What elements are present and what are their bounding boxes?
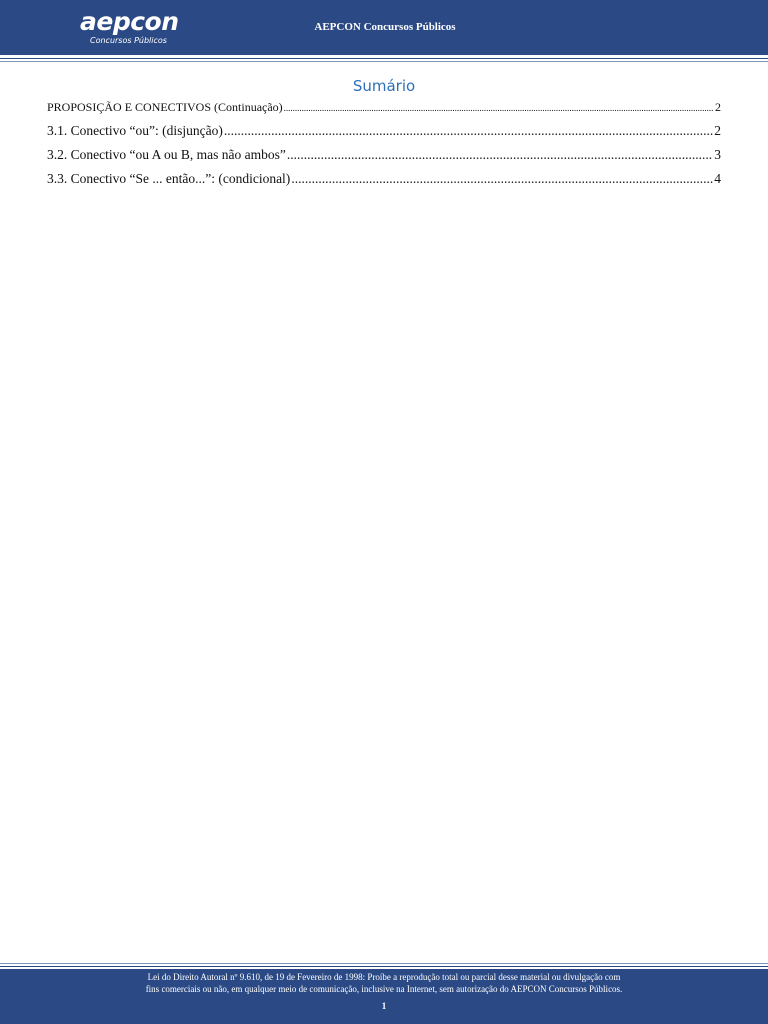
toc-entry-label: 3.1. Conectivo “ou”: (disjunção) xyxy=(47,123,223,138)
toc-dot-leader xyxy=(291,170,713,188)
copyright-line-1: Lei do Direito Autoral nº 9.610, de 19 de Fevereiro de 1998: Proíbe a reprodução total ou parcial desse material ou divulgação com xyxy=(147,972,621,982)
toc-entry[interactable] xyxy=(47,146,721,170)
toc-entry-label: 3.3. Conectivo “Se ... então...”: (condicional) xyxy=(47,171,291,186)
toc-entry-label: 3.2. Conectivo “ou A ou B, mas não ambos” xyxy=(47,147,286,162)
footer-rule xyxy=(0,966,768,967)
page-number: 1 xyxy=(381,1001,387,1011)
toc-entry-page: 3 xyxy=(714,147,721,162)
copyright-notice xyxy=(90,971,678,995)
toc-dot-leader xyxy=(224,122,713,140)
header-title: AEPCON Concursos Públicos xyxy=(314,21,456,33)
toc-dot-leader xyxy=(284,99,714,117)
copyright-line-2: fins comerciais ou não, em qualquer meio de comunicação, inclusive na Internet, sem autorização do AEPCON Concursos Públicos. xyxy=(145,984,623,994)
table-of-contents xyxy=(47,98,721,194)
footer-rule-secondary xyxy=(0,963,768,964)
logo-tagline: Concursos Públicos xyxy=(90,36,167,45)
header-rule xyxy=(0,58,768,59)
toc-entry-label: PROPOSIÇÃO E CONECTIVOS (Continuação) xyxy=(47,100,283,114)
header-rule-secondary xyxy=(0,61,768,62)
page-footer xyxy=(0,969,768,1024)
aepcon-logo xyxy=(80,8,180,50)
toc-entry-page: 4 xyxy=(714,171,721,186)
toc-entry[interactable] xyxy=(47,122,721,146)
toc-entry-page: 2 xyxy=(715,100,721,114)
toc-entry[interactable] xyxy=(47,98,721,122)
toc-dot-leader xyxy=(287,146,713,164)
page-header xyxy=(0,0,768,55)
logo-wordmark: aepcon xyxy=(80,7,179,36)
toc-title: Sumário xyxy=(352,77,416,95)
toc-entry-page: 2 xyxy=(714,123,721,138)
toc-entry[interactable] xyxy=(47,170,721,194)
